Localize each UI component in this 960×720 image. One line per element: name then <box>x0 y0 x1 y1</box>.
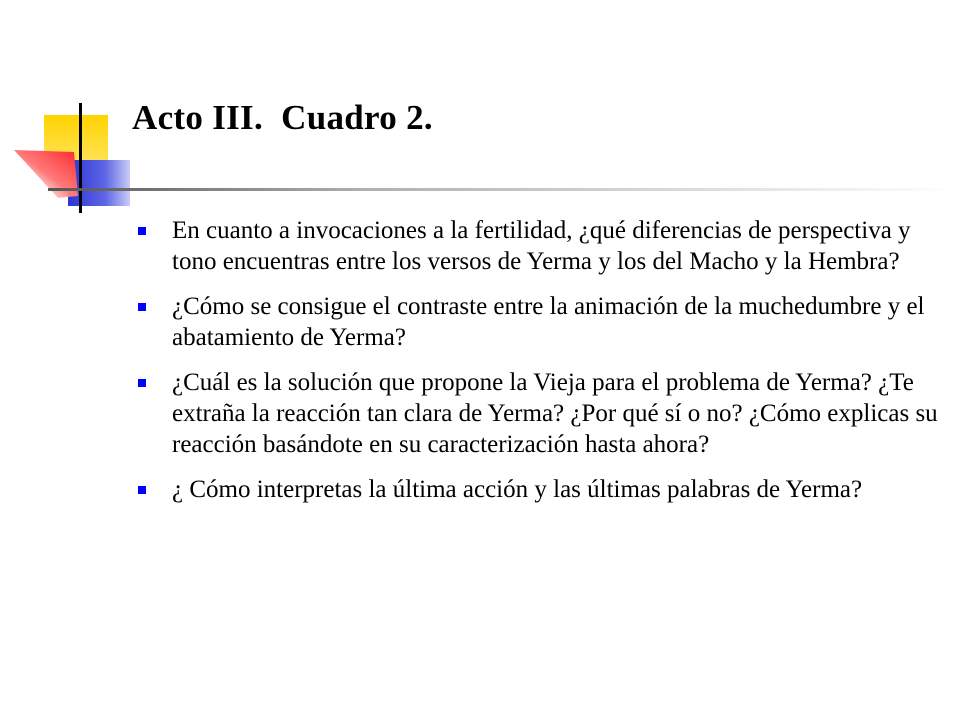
bullet-item <box>138 291 938 353</box>
bullet-item <box>138 474 938 505</box>
bullet-item <box>138 367 938 460</box>
vertical-rule <box>79 103 82 213</box>
blue-square-shape <box>68 160 130 206</box>
bullet-item <box>138 215 938 277</box>
horizontal-rule <box>48 188 960 191</box>
slide-title: Acto III. Cuadro 2. <box>132 98 433 137</box>
bullet-text: ¿ Cómo interpretas la última acción y las últimas palabras de Yerma? <box>172 476 863 503</box>
bullet-text: En cuanto a invocaciones a la fertilidad, ¿qué diferencias de perspectiva y tono encuentras entre los versos de Yerma y los del Macho y la Hembra? <box>172 217 911 275</box>
bullet-square-icon <box>138 486 146 494</box>
bullet-list <box>138 215 938 519</box>
bullet-square-icon <box>138 379 146 387</box>
bullet-square-icon <box>138 227 146 235</box>
bullet-text: ¿Cuál es la solución que propone la Vieja para el problema de Yerma? ¿Te extraña la reacción tan clara de Yerma? ¿Por qué sí o no? ¿Cómo explicas su reacción basándote en su caracterización hasta ahora? <box>172 369 938 458</box>
bullet-square-icon <box>138 303 146 311</box>
bullet-text: ¿Cómo se consigue el contraste entre la animación de la muchedumbre y el abatamiento de Yerma? <box>172 293 925 351</box>
